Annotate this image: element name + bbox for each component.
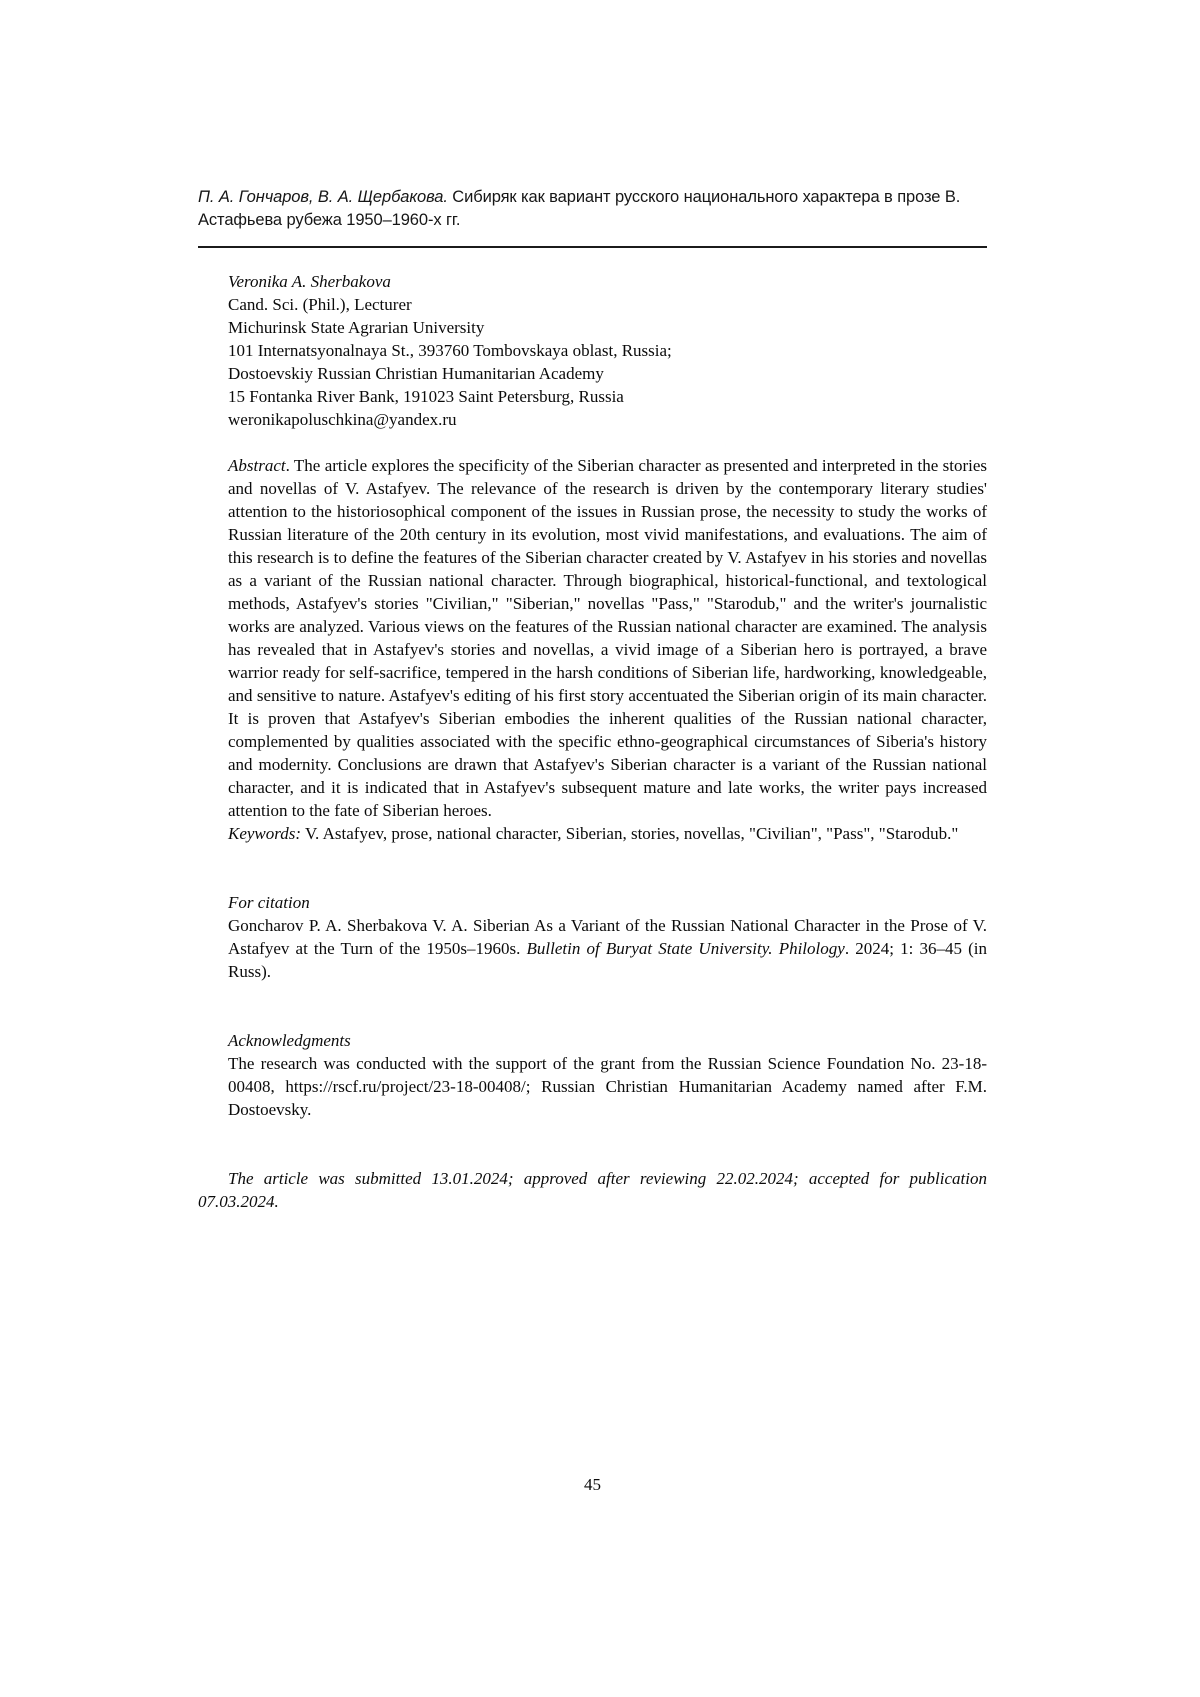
keywords-text: V. Astafyev, prose, national character, Siberian, stories, novellas, "Civilian", "Pass", "Starodub." [301, 823, 959, 843]
author-address-1: 101 Internatsyonalnaya St., 393760 Tombovskaya oblast, Russia; [228, 340, 672, 360]
grant-url: https://rscf.ru/project/23-18-00408/ [285, 1076, 526, 1096]
citation-text [228, 914, 987, 983]
citation-text-after: . 2024; 1: 36–45 (in Russ). [228, 938, 987, 981]
acknowledgments-text-before: The research was conducted with the support of the grant from the Russian Science Foundation No. 23-18-00408, [228, 1053, 987, 1096]
for-citation-heading: For citation [228, 892, 310, 912]
author-name: Veronika A. Sherbakova [228, 271, 391, 291]
abstract-label: Abstract [228, 455, 286, 475]
running-header-title: Сибиряк как вариант русского национального характера в прозе В. Астафьева рубежа 1950–1960-х гг. [198, 188, 961, 230]
author-block [228, 270, 987, 431]
abstract-text: . The article explores the specificity of the Siberian character as presented and interpreted in the stories and novellas of V. Astafyev. The relevance of the research is driven by the contemporary literary studies' attention to the historiosophical component of the issues in Russian prose, the necessity to study the works of Russian literature of the 20th century in its evolution, most vivid manifestations, and evaluations. The aim of this research is to define the features of the Siberian character created by V. Astafyev in his stories and novellas as a variant of the Russian national character. Through biographical, historical-functional, and textological methods, Astafyev's stories "Civilian," "Siberian," novellas "Pass," "Starodub," and the writer's journalistic works are analyzed. Various views on the features of the Russian national character are examined. The analysis has revealed that in Astafyev's stories and novellas, a vivid image of a Siberian hero is portrayed, a brave warrior ready for self-sacrifice, tempered in the harsh conditions of Siberian life, hardworking, knowledgeable, and sensitive to nature. Astafyev's editing of his first story accentuated the Siberian origin of its main character. It is proven that Astafyev's Siberian embodies the inherent qualities of the Russian national character, complemented by qualities associated with the specific ethno-geographical circumstances of Siberia's history and modernity. Conclusions are drawn that Astafyev's Siberian character is a variant of the Russian national character, and it is indicated that in Astafyev's subsequent mature and late works, the writer pays increased attention to the fate of Siberian heroes. [228, 455, 987, 820]
acknowledgments-text [228, 1052, 987, 1121]
header-rule [198, 246, 987, 248]
abstract-paragraph [228, 454, 987, 822]
citation-section [228, 891, 987, 983]
author-address-2: 15 Fontanka River Bank, 191023 Saint Petersburg, Russia [228, 386, 624, 406]
running-header-authors: П. А. Гончаров, В. А. Щербакова. [198, 188, 448, 206]
keywords-paragraph [228, 822, 987, 845]
author-university: Michurinsk State Agrarian University [228, 317, 485, 337]
abstract-section [228, 454, 987, 845]
acknowledgments-heading: Acknowledgments [228, 1030, 351, 1050]
page-number: 45 [584, 1475, 601, 1494]
keywords-label: Keywords: [228, 823, 302, 843]
acknowledgments-text-after: ; Russian Christian Humanitarian Academy named after F.M. Dostoevsky. [228, 1076, 988, 1119]
citation-text-before: Goncharov P. A. Sherbakova V. A. Siberian As a Variant of the Russian National Character in the Prose of V. Astafyev at the Turn of the 1950s–1960s. [228, 915, 987, 958]
running-header [198, 186, 987, 233]
author-academy: Dostoevskiy Russian Christian Humanitarian Academy [228, 363, 604, 383]
submission-note: The article was submitted 13.01.2024; approved after reviewing 22.02.2024; accepted for publication 07.03.2024. [198, 1168, 987, 1211]
author-degree: Cand. Sci. (Phil.), Lecturer [228, 294, 412, 314]
author-email: weronikapoluschkina@yandex.ru [228, 409, 457, 429]
acknowledgments-section [228, 1029, 987, 1121]
citation-journal-title: Bulletin of Buryat State University. Philology [526, 938, 845, 958]
